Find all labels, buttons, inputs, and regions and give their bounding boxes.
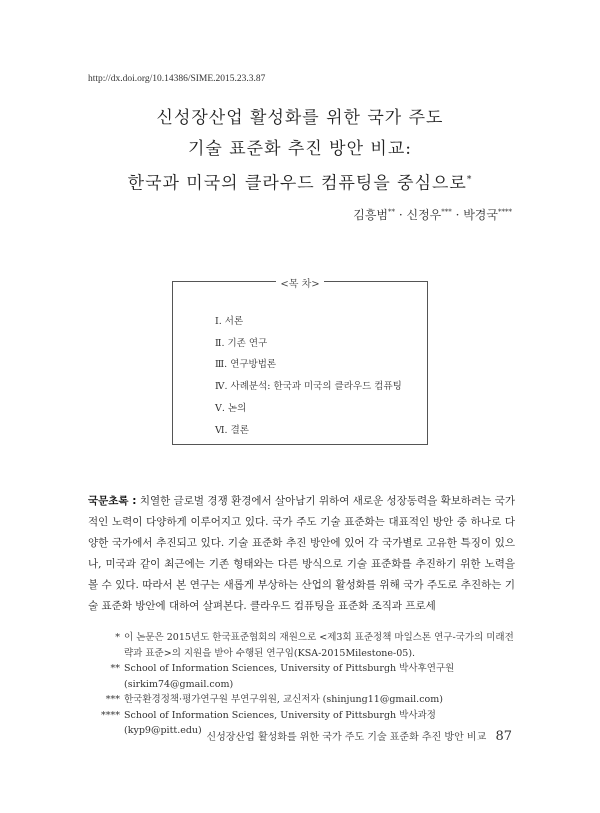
- toc-item: Ⅵ. 결론: [215, 424, 249, 436]
- author-separator: ·: [451, 208, 464, 222]
- toc-list: [215, 311, 402, 441]
- page-footer: [206, 728, 512, 744]
- footnote-text: 이 논문은 2015년도 한국표준협회의 재원으로 <제3회 표준정책 마일스톤 연구-국가의 미래전략과 표준>의 지원을 받아 수행된 연구임(KSA-2015Milestone-05).: [124, 632, 514, 659]
- title-line-3-text: 한국과 미국의 클라우드 컴퓨팅을 중심으로: [127, 173, 467, 194]
- toc-item: Ⅱ. 기존 연구: [215, 337, 268, 349]
- author-list: [353, 206, 512, 223]
- footnotes: [88, 630, 515, 739]
- footnote-text: School of Information Sciences, University of Pittsburgh 박사후연구원 (sirkim74@gmail.com): [124, 663, 455, 690]
- paper-title: [0, 103, 600, 200]
- footnote: [88, 692, 515, 708]
- author-3: 박경국: [463, 208, 498, 222]
- title-line-3: [0, 165, 600, 200]
- footnote-text: 한국환경정책·평가연구원 부연구위원, 교신저자 (shinjung11@gmail.com): [124, 694, 443, 705]
- abstract-label: 국문초록 :: [88, 495, 137, 507]
- author-2-mark: ***: [441, 208, 452, 216]
- toc-item: Ⅴ. 논의: [215, 402, 247, 414]
- footnote: [88, 630, 515, 661]
- toc-heading: <목 차>: [276, 279, 323, 290]
- title-line-2: 기술 표준화 추진 방안 비교:: [188, 139, 412, 159]
- author-1-mark: **: [388, 208, 396, 216]
- toc-item: Ⅲ. 연구방법론: [215, 359, 277, 371]
- title-line-1: 신성장산업 활성화를 위한 국가 주도: [156, 108, 444, 128]
- abstract: [88, 491, 515, 617]
- footnote-text: School of Information Sciences, University of Pittsburgh 박사과정 (kyp9@pitt.edu): [124, 709, 436, 736]
- table-of-contents: [172, 281, 428, 445]
- toc-item: Ⅰ. 서론: [215, 316, 244, 327]
- author-separator: ·: [395, 208, 407, 222]
- doi-link[interactable]: http://dx.doi.org/10.14386/SIME.2015.23.3.87: [88, 74, 266, 84]
- footnote-mark: *: [115, 632, 120, 643]
- running-title: 신성장산업 활성화를 위한 국가 주도 기술 표준화 추진 방안 비교: [206, 732, 487, 743]
- toc-item: Ⅳ. 사례분석: 한국과 미국의 클라우드 컴퓨팅: [215, 381, 402, 393]
- abstract-text: 치열한 글로벌 경쟁 환경에서 살아남기 위하여 새로운 성장동력을 확보하려는 국가적인 노력이 다양하게 이루어지고 있다. 국가 주도 기술 표준화는 대표적인 방안 중 하나로 다양한 국가에서 추진되고 있다. 기술 표준화 추진 방안에 있어 각 국가별로 고유한 특징이 있으나, 미국과 같이 최근에는 기존 형태와는 다른 방식으로 기술 표준화를 추진하기 위한 노력을 볼 수 있다. 따라서 본 연구는 새롭게 부상하는 산업의 활성화를 위해 국가 주도로 추진하는 기술 표준화 방안에 대하여 살펴본다. 클라우드 컴퓨팅을 표준화 조직과 프로세: [88, 495, 515, 612]
- footnote-mark: ****: [101, 709, 120, 721]
- author-3-mark: ****: [498, 208, 512, 216]
- title-footnote-mark: *: [466, 175, 473, 185]
- footnote-mark: ***: [105, 694, 120, 705]
- author-1: 김흥범: [353, 208, 389, 222]
- footnote-mark: **: [110, 663, 120, 674]
- footnote: [88, 661, 515, 692]
- page-number: 87: [495, 729, 512, 744]
- author-2: 신정우: [406, 208, 442, 222]
